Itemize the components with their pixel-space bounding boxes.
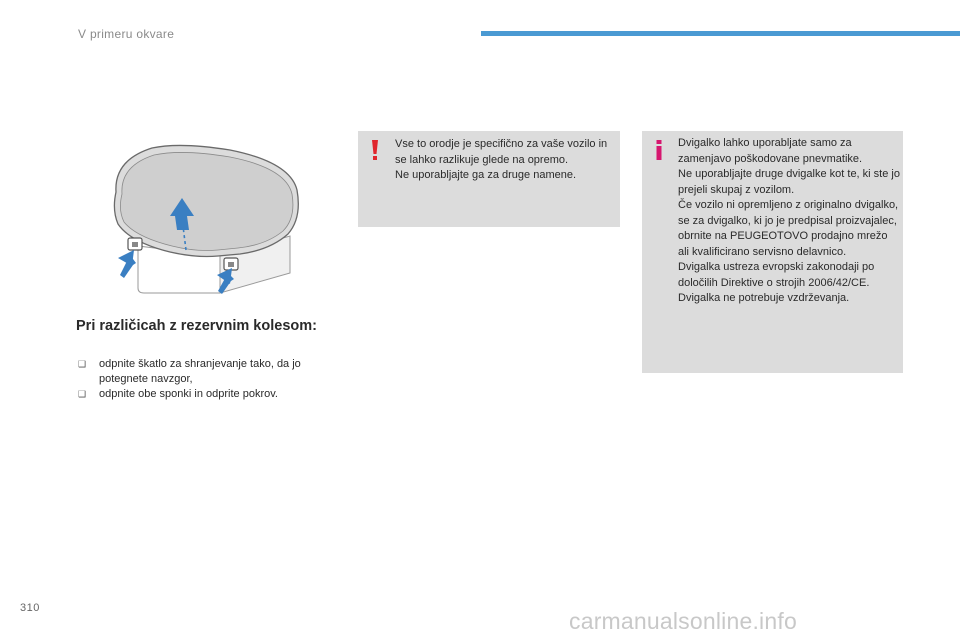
list-item (78, 357, 348, 387)
checkbox-bullet-icon: ❑ (78, 359, 87, 369)
info-text (678, 136, 900, 307)
accent-bar (481, 31, 960, 36)
warning-box (358, 131, 620, 227)
info-line: Dvigalko lahko uporabljate samo za zamenjavo poškodovane pnevmatike. (678, 137, 863, 165)
section-title: V primeru okvare (78, 27, 175, 41)
warning-exclamation-icon (370, 139, 380, 161)
checkbox-bullet-icon: ❑ (78, 389, 87, 399)
step-text: odpnite škatlo za shranjevanje tako, da jo potegnete navzgor, (99, 358, 301, 385)
info-line: Ne uporabljajte druge dvigalke kot te, ki ste jo prejeli skupaj z vozilom. (678, 168, 900, 196)
warning-text (395, 137, 610, 184)
warning-line: Vse to orodje je specifično za vaše vozilo in se lahko razlikuje glede na opremo. (395, 138, 608, 166)
info-line: Dvigalka ustreza evropski zakonodaji po določilih Direktive o strojih 2006/42/CE. (678, 261, 875, 289)
watermark: carmanualsonline.info (569, 608, 797, 634)
spare-wheel-cover-icon (100, 138, 310, 298)
step-text: odpnite obe sponki in odprite pokrov. (99, 388, 278, 400)
info-line: Dvigalka ne potrebuje vzdrževanja. (678, 292, 850, 304)
page-number: 310 (20, 602, 40, 614)
section-heading: Pri različicah z rezervnim kolesom: (76, 318, 317, 334)
info-line: Če vozilo ni opremljeno z originalno dvigalko, se za dvigalko, ki jo je predpisal proizvajalec, obrnite na PEUGEOTOVO prodajno mrežo ali kvalificirano servisno delavnico. (678, 199, 899, 258)
warning-line: Ne uporabljajte ga za druge namene. (395, 169, 577, 181)
info-icon (654, 139, 664, 161)
info-box (642, 131, 903, 373)
list-item (78, 387, 348, 402)
steps-list (78, 357, 348, 402)
